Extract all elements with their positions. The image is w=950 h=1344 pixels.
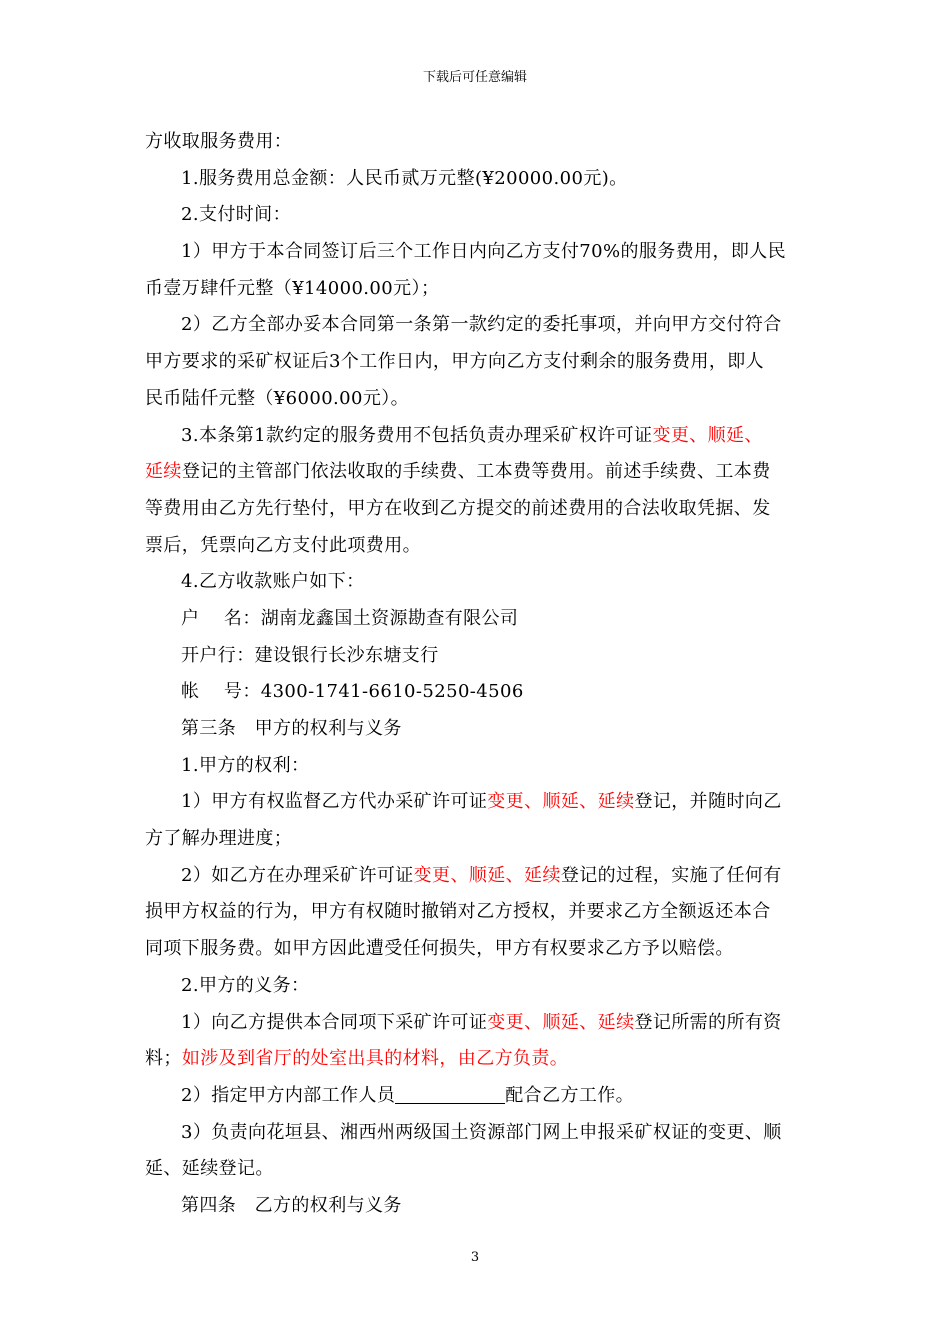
text-segment: 票后，凭票向乙方支付此项费用。	[145, 534, 421, 556]
text-line	[145, 307, 805, 344]
text-line	[145, 124, 805, 161]
text-segment: 户 名：湖南龙鑫国土资源勘查有限公司	[181, 607, 519, 629]
text-line	[145, 1188, 805, 1225]
text-line	[145, 1115, 805, 1152]
text-segment: 民币陆仟元整（¥6000.00元）。	[145, 387, 410, 409]
highlighted-text: 变更、顺延、	[652, 424, 763, 446]
text-line	[145, 161, 805, 198]
text-line	[145, 454, 805, 491]
text-segment: 2.甲方的义务：	[181, 974, 310, 996]
text-segment: 第四条 乙方的权利与义务	[181, 1194, 402, 1216]
text-line	[145, 344, 805, 381]
text-line	[145, 197, 805, 234]
text-segment: 第三条 甲方的权利与义务	[181, 718, 402, 739]
text-segment: 甲方要求的采矿权证后3个工作日内，甲方向乙方支付剩余的服务费用，即人	[145, 351, 765, 373]
text-segment: 延、延续登记。	[145, 1158, 274, 1180]
text-segment: 方了解办理进度；	[145, 828, 293, 850]
text-line	[145, 931, 805, 968]
text-segment: 同项下服务费。如甲方因此遭受任何损失，甲方有权要求乙方予以赔偿。	[145, 938, 734, 960]
text-line	[145, 271, 805, 308]
text-line	[145, 748, 805, 785]
text-segment: 3）负责向花垣县、湘西州两级国土资源部门网上申报采矿权证的变更、顺	[181, 1121, 782, 1143]
text-line	[145, 711, 805, 748]
text-segment: 1）甲方于本合同签订后三个工作日内向乙方支付70%的服务费用，即人民	[181, 241, 787, 263]
text-line	[145, 564, 805, 601]
text-line	[145, 821, 805, 858]
highlighted-text: 变更、顺延、延续	[487, 1011, 635, 1033]
text-segment: 登记所需的所有资	[634, 1011, 782, 1033]
text-line	[145, 858, 805, 895]
text-line	[145, 381, 805, 418]
text-line	[145, 418, 805, 455]
text-line	[145, 528, 805, 565]
text-segment: 4.乙方收款账户如下：	[181, 571, 365, 593]
text-line	[145, 1151, 805, 1188]
text-segment: 登记，并随时向乙	[634, 791, 782, 813]
text-segment: 登记的主管部门依法收取的手续费、工本费等费用。前述手续费、工本费	[181, 461, 771, 483]
text-segment: 开户行：建设银行长沙东塘支行	[181, 644, 439, 666]
text-line	[145, 674, 805, 711]
text-segment: 2.支付时间：	[181, 204, 291, 226]
text-line	[145, 234, 805, 271]
highlighted-text: 如涉及到省厅的处室出具的材料，由乙方负责。	[181, 1048, 569, 1070]
text-segment: 3.本条第1款约定的服务费用不包括负责办理采矿权许可证	[181, 424, 653, 446]
text-segment: 等费用由乙方先行垫付，甲方在收到乙方提交的前述费用的合法收取凭据、发	[145, 497, 771, 519]
page-number: 3	[470, 1250, 480, 1265]
text-segment: 2）指定甲方内部工作人员	[181, 1084, 396, 1106]
text-segment: 料；	[145, 1048, 182, 1070]
fill-in-blank	[395, 1081, 505, 1104]
text-segment: 方收取服务费用：	[145, 131, 293, 152]
text-line	[145, 968, 805, 1005]
text-line	[145, 1005, 805, 1042]
text-segment: 2）乙方全部办妥本合同第一条第一款约定的委托事项，并向甲方交付符合	[181, 314, 782, 336]
text-line	[145, 491, 805, 528]
text-segment: 2）如乙方在办理采矿许可证	[181, 864, 414, 886]
text-segment: 1）甲方有权监督乙方代办采矿许可证	[181, 791, 488, 813]
text-segment: 损甲方权益的行为，甲方有权随时撤销对乙方授权，并要求乙方全额返还本合	[145, 901, 771, 923]
document-body	[145, 124, 805, 1225]
highlighted-text: 延续	[145, 461, 182, 483]
text-segment: 配合乙方工作。	[505, 1084, 635, 1106]
text-line	[145, 784, 805, 821]
text-line	[145, 1078, 805, 1115]
text-segment: 1.服务费用总金额：人民币贰万元整(¥20000.00元)。	[181, 167, 628, 189]
highlighted-text: 变更、顺延、延续	[413, 864, 561, 886]
text-line	[145, 601, 805, 638]
highlighted-text: 变更、顺延、延续	[487, 791, 635, 813]
text-line	[145, 638, 805, 675]
text-line	[145, 894, 805, 931]
text-segment: 1）向乙方提供本合同项下采矿许可证	[181, 1011, 488, 1033]
text-segment: 1.甲方的权利：	[181, 754, 310, 776]
text-segment: 登记的过程，实施了任何有	[560, 864, 782, 886]
text-segment: 帐 号：4300-1741-6610-5250-4506	[181, 681, 524, 703]
text-line	[145, 1041, 805, 1078]
page-header: 下载后可任意编辑	[422, 70, 527, 85]
text-segment: 币壹万肆仟元整（¥14000.00元）；	[145, 277, 440, 299]
